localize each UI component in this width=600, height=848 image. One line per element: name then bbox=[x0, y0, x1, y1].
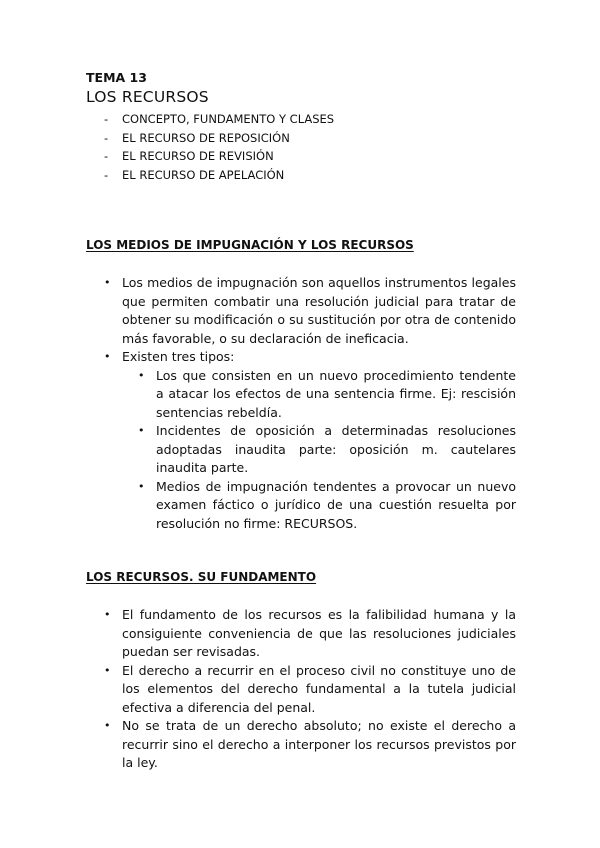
impugnacion-list bbox=[96, 274, 516, 533]
types-sublist bbox=[122, 367, 516, 534]
sublist-item-text: Incidentes de oposición a determinadas resoluciones adoptadas inaudita parte: oposición m. cautelares inaudita parte. bbox=[156, 423, 516, 475]
list-item-text: Los medios de impugnación son aquellos instrumentos legales que permiten combatir una resolución judicial para tratar de obtener su modificación o su sustitución por otra de contenido más favorable, o su declaración de ineficacia. bbox=[122, 275, 516, 346]
list-item bbox=[96, 348, 516, 533]
topic-number: TEMA 13 bbox=[86, 70, 147, 85]
dash-icon: - bbox=[104, 149, 109, 163]
table-of-contents bbox=[104, 110, 334, 184]
fundamento-list bbox=[96, 606, 516, 773]
bullet-icon: • bbox=[104, 663, 111, 677]
section-heading-fundamento: LOS RECURSOS. SU FUNDAMENTO bbox=[86, 570, 317, 584]
bullet-icon: • bbox=[104, 719, 111, 732]
list-item-text: El fundamento de los recursos es la falibilidad humana y la consiguiente conveniencia de que las resoluciones judiciales puedan ser revisadas. bbox=[122, 607, 516, 659]
toc-item bbox=[104, 166, 334, 185]
bullet-icon: • bbox=[104, 276, 111, 289]
toc-item-label: EL RECURSO DE APELACIÓN bbox=[122, 167, 285, 182]
section-heading-impugnacion: LOS MEDIOS DE IMPUGNACIÓN Y LOS RECURSOS bbox=[86, 238, 414, 252]
bullet-icon: • bbox=[138, 368, 145, 382]
list-item bbox=[96, 662, 516, 718]
toc-item-label: EL RECURSO DE REPOSICIÓN bbox=[122, 130, 290, 145]
bullet-icon: • bbox=[138, 424, 145, 437]
bullet-icon: • bbox=[104, 608, 111, 621]
sublist-item bbox=[122, 478, 516, 534]
bullet-icon: • bbox=[104, 350, 111, 363]
list-item bbox=[96, 717, 516, 773]
list-item bbox=[96, 274, 516, 348]
dash-icon: - bbox=[104, 167, 109, 182]
toc-item bbox=[104, 129, 334, 148]
list-item-text: No se trata de un derecho absoluto; no existe el derecho a recurrir sino el derecho a interponer los recursos previstos por la ley. bbox=[122, 718, 516, 770]
list-item bbox=[96, 606, 516, 662]
dash-icon: - bbox=[104, 112, 109, 126]
toc-item bbox=[104, 147, 334, 166]
list-item-text: Existen tres tipos: bbox=[122, 349, 235, 364]
sublist-item bbox=[122, 367, 516, 423]
toc-item-label: CONCEPTO, FUNDAMENTO Y CLASES bbox=[122, 112, 335, 126]
page-title: LOS RECURSOS bbox=[86, 88, 209, 106]
sublist-item bbox=[122, 422, 516, 478]
bullet-icon: • bbox=[138, 479, 145, 493]
sublist-item-text: Medios de impugnación tendentes a provocar un nuevo examen fáctico o jurídico de una cuestión resuelta por resolución no firme: RECURSOS. bbox=[156, 478, 516, 531]
toc-item bbox=[104, 110, 334, 129]
sublist-item-text: Los que consisten en un nuevo procedimiento tendente a atacar los efectos de una sentencia firme. Ej: rescisión sentencias rebeldía. bbox=[156, 367, 516, 420]
dash-icon: - bbox=[104, 130, 109, 145]
list-item-text: El derecho a recurrir en el proceso civil no constituye uno de los elementos del derecho fundamental a la tutela judicial efectiva a diferencia del penal. bbox=[122, 662, 516, 715]
toc-item-label: EL RECURSO DE REVISIÓN bbox=[122, 149, 274, 163]
